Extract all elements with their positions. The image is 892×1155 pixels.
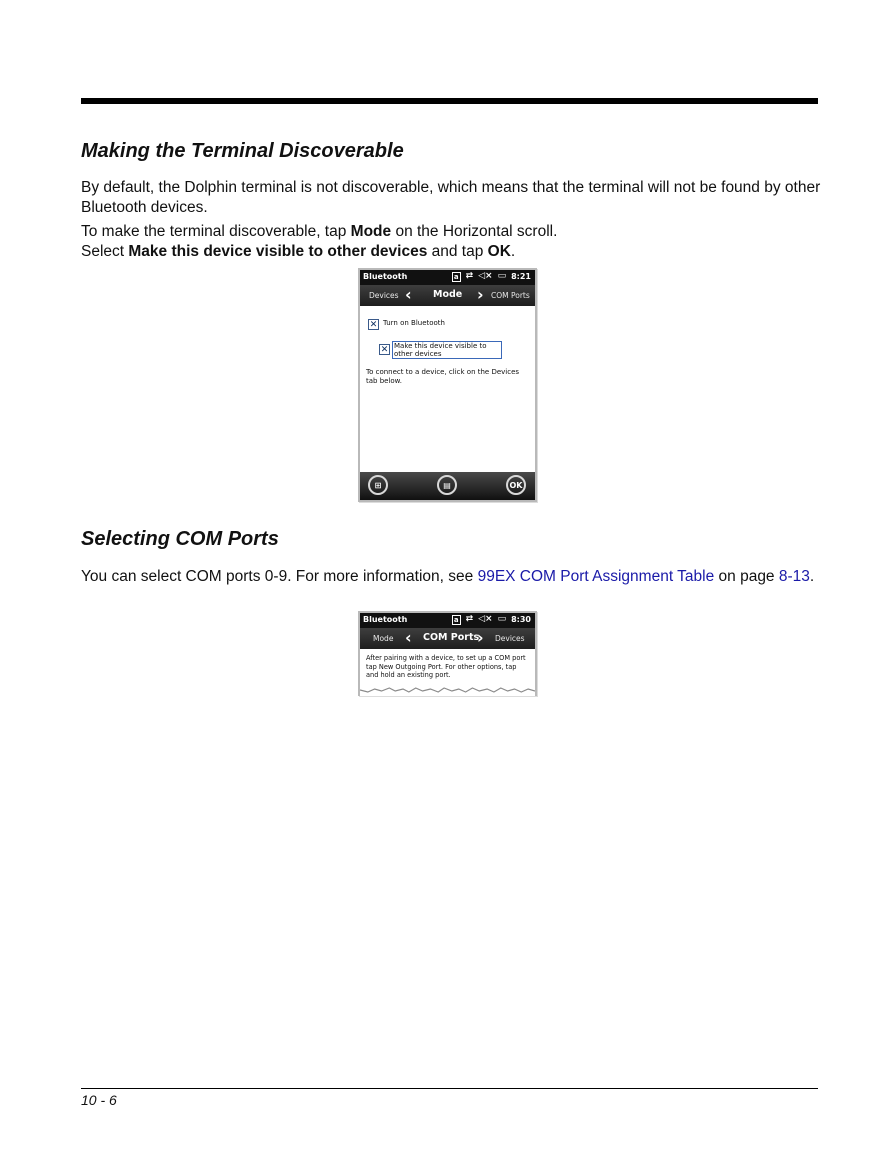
turn-on-bluetooth-label: Turn on Bluetooth: [383, 319, 445, 327]
footer-rule: [81, 1088, 818, 1089]
turn-on-bluetooth-checkbox[interactable]: ✕: [369, 319, 378, 329]
keyboard-mode-icon: a: [453, 615, 459, 624]
horizontal-scroll: [360, 628, 535, 649]
page-number: 10 - 6: [81, 1092, 117, 1108]
clock: 8:30: [511, 615, 531, 624]
visible-device-label: Make this device visible to other devices: [392, 341, 502, 359]
battery-icon: ▭: [497, 614, 507, 624]
instruction-bold-option: Make this device visible to other devices: [128, 242, 428, 260]
instruction-text: Select: [81, 242, 129, 260]
intro-paragraph: By default, the Dolphin terminal is not discoverable, which means that the terminal will not be found by other Bluetooth devices.: [81, 179, 821, 216]
chevron-left-icon[interactable]: ‹: [405, 628, 412, 647]
scroll-item-devices[interactable]: Devices: [495, 634, 525, 643]
devices-info-text: To connect to a device, click on the Devices tab below.: [366, 368, 520, 385]
instruction-bold-ok: OK: [487, 242, 511, 260]
scroll-item-mode[interactable]: Mode: [373, 634, 394, 643]
windows-start-icon[interactable]: ⊞: [368, 475, 388, 495]
torn-edge: [360, 684, 535, 696]
chevron-left-icon[interactable]: ‹: [405, 285, 412, 304]
instruction-text: and tap: [427, 242, 488, 260]
instruction-bold-mode: Mode: [350, 223, 392, 240]
section-title-discoverable: Making the Terminal Discoverable: [81, 140, 404, 162]
scroll-item-com-ports[interactable]: COM Ports: [423, 632, 480, 643]
status-bar: [360, 613, 535, 628]
ok-button[interactable]: OK: [506, 475, 526, 495]
battery-icon: ▭: [497, 271, 507, 281]
instruction-paragraph: [81, 222, 821, 261]
soft-key-bar: [360, 472, 535, 500]
app-title: Bluetooth: [363, 272, 408, 281]
com-ports-text: on page: [714, 568, 779, 585]
sync-arrows-icon: ⇄: [465, 614, 474, 624]
com-port-table-link[interactable]: 99EX COM Port Assignment Table: [477, 568, 715, 585]
speaker-mute-icon: ◁×: [478, 614, 493, 624]
bluetooth-com-ports-screenshot: [358, 611, 537, 696]
bluetooth-mode-screenshot: [358, 268, 537, 502]
status-icons: [452, 614, 531, 625]
sync-arrows-icon: ⇄: [465, 271, 474, 281]
instruction-text: on the Horizontal scroll.: [391, 223, 558, 240]
status-icons: [452, 271, 531, 282]
keyboard-icon[interactable]: ▤: [437, 475, 457, 495]
scroll-item-devices[interactable]: Devices: [369, 291, 399, 300]
page-link[interactable]: 8-13: [778, 568, 810, 585]
keyboard-mode-icon: a: [453, 272, 459, 281]
scroll-item-mode[interactable]: Mode: [433, 289, 463, 300]
com-port-info-text: After pairing with a device, to set up a COM port tap New Outgoing Port. For other options, tap and hold an existing port.: [366, 654, 526, 679]
com-ports-paragraph: [81, 567, 821, 587]
horizontal-scroll: [360, 285, 535, 306]
com-ports-text: You can select COM ports 0-9. For more information, see: [81, 568, 478, 585]
chevron-right-icon[interactable]: ›: [477, 628, 484, 647]
visible-device-checkbox[interactable]: ✕: [380, 344, 389, 354]
status-bar: [360, 270, 535, 285]
instruction-text: To make the terminal discoverable, tap: [81, 223, 351, 240]
chevron-right-icon[interactable]: ›: [477, 285, 484, 304]
header-rule: [81, 98, 818, 104]
clock: 8:21: [511, 272, 531, 281]
app-title: Bluetooth: [363, 615, 408, 624]
section-title-com-ports: Selecting COM Ports: [81, 528, 279, 550]
scroll-item-com-ports[interactable]: COM Ports: [491, 291, 530, 300]
com-ports-text: .: [809, 568, 815, 585]
speaker-mute-icon: ◁×: [478, 271, 493, 281]
instruction-text: .: [510, 242, 516, 260]
